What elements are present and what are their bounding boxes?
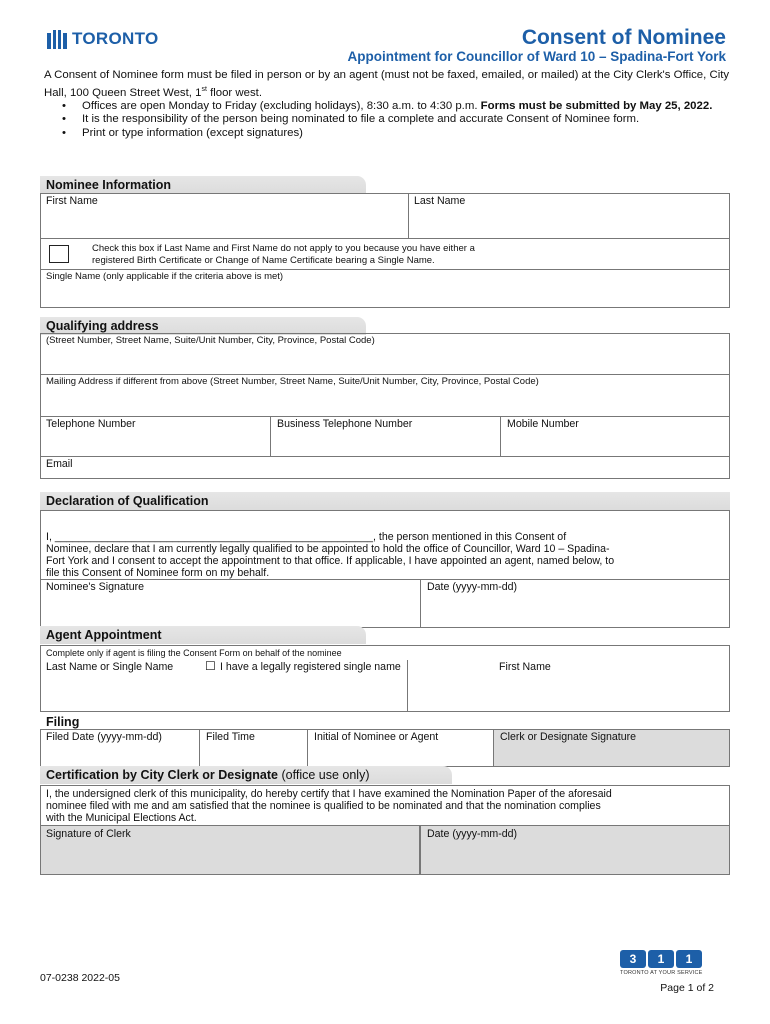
- agent-first-name-field[interactable]: First Name: [499, 661, 551, 673]
- declaration-date-field[interactable]: Date (yyyy-mm-dd): [427, 581, 518, 593]
- 311-digit: 1: [676, 950, 702, 968]
- section-agent-heading: Agent Appointment: [40, 626, 366, 644]
- email-field[interactable]: Email: [46, 458, 73, 470]
- city-hall-icon: [46, 28, 68, 50]
- page-title: Consent of Nominee: [521, 26, 726, 49]
- bullet-office-hours: • Offices are open Monday to Friday (excluding holidays), 8:30 a.m. to 4:30 p.m. Forms must be submitted by May 25, 2022.: [78, 100, 734, 114]
- declaration-line-2: Nominee, declare that I am currently legally qualified to be appointed to hold the office of Councillor, Ward 10 – Spadina-: [46, 543, 610, 555]
- agent-last-name-field[interactable]: Last Name or Single Name: [46, 661, 174, 673]
- section-certification-heading: Certification by City Clerk or Designate (office use only): [40, 766, 452, 784]
- divider: [40, 416, 730, 417]
- 311-digit: 1: [648, 950, 674, 968]
- bullet-responsibility: • It is the responsibility of the person being nominated to file a complete and accurate Consent of Nominee form.: [78, 113, 734, 127]
- divider: [40, 579, 730, 580]
- divider: [500, 416, 501, 456]
- divider: [40, 238, 730, 239]
- 311-logo: [620, 950, 720, 976]
- section-declaration-heading: Declaration of Qualification: [40, 492, 730, 510]
- filed-date-field[interactable]: Filed Date (yyyy-mm-dd): [46, 731, 162, 743]
- declaration-line-3: Fort York and I consent to accept the appointment to that office. If applicable, I have appointed an agent, named below, to: [46, 555, 615, 567]
- page-number: Page 1 of 2: [660, 982, 714, 994]
- divider: [40, 456, 730, 457]
- address-box: [40, 333, 730, 479]
- declaration-line-4: file this Consent of Nominee form on my behalf.: [46, 567, 270, 579]
- bullet-print: • Print or type information (except signatures): [78, 127, 734, 141]
- page-subtitle: Appointment for Councillor of Ward 10 – Spadina-Fort York: [347, 49, 726, 64]
- agent-note: Complete only if agent is filing the Consent Form on behalf of the nominee: [46, 648, 342, 658]
- certification-line-3: with the Municipal Elections Act.: [46, 812, 197, 824]
- intro-block: [44, 69, 734, 140]
- certification-line-1: I, the undersigned clerk of this municipality, do hereby certify that I have examined the Nomination Paper of the aforesaid: [46, 788, 612, 800]
- certification-line-2: nominee filed with me and am satisfied that the nominee is qualified to be nominated and that the nomination complies: [46, 800, 601, 812]
- checkbox-label-1: Check this box if Last Name and First Name do not apply to you because you have either a: [92, 243, 475, 254]
- intro-bullets: [78, 100, 734, 141]
- business-telephone-field[interactable]: Business Telephone Number: [277, 418, 413, 430]
- legal-single-name-label: I have a legally registered single name: [220, 661, 401, 673]
- divider: [40, 269, 730, 270]
- single-name-checkbox[interactable]: [49, 245, 69, 263]
- intro-paragraph: A Consent of Nominee form must be filed in person or by an agent (must not be faxed, emailed, or mailed) at the City Clerk's Office, City Hall, 100 Queen Street West, 1st floor west.: [44, 69, 730, 99]
- telephone-field[interactable]: Telephone Number: [46, 418, 136, 430]
- divider: [307, 729, 308, 767]
- mobile-field[interactable]: Mobile Number: [507, 418, 579, 430]
- 311-digit: 3: [620, 950, 646, 968]
- single-name-field[interactable]: Single Name (only applicable if the criteria above is met): [46, 271, 284, 282]
- first-name-field[interactable]: First Name: [46, 195, 98, 207]
- nominee-signature-field[interactable]: Nominee's Signature: [46, 581, 145, 593]
- section-filing-heading: Filing: [46, 715, 80, 729]
- form-code: 07-0238 2022-05: [40, 972, 120, 984]
- divider: [199, 729, 200, 767]
- clerk-signature-field[interactable]: Clerk or Designate Signature: [500, 731, 637, 743]
- checkbox-label-2: registered Birth Certificate or Change of Name Certificate bearing a Single Name.: [92, 255, 435, 266]
- divider: [40, 374, 730, 375]
- qualifying-address-field[interactable]: (Street Number, Street Name, Suite/Unit Number, City, Province, Postal Code): [46, 335, 375, 346]
- last-name-field[interactable]: Last Name: [414, 195, 466, 207]
- toronto-logo: [46, 28, 158, 50]
- filed-time-field[interactable]: Filed Time: [206, 731, 255, 743]
- section-nominee-heading: Nominee Information: [40, 176, 366, 194]
- divider: [420, 579, 421, 628]
- initial-field[interactable]: Initial of Nominee or Agent: [314, 731, 439, 743]
- legal-single-name-checkbox[interactable]: ☐: [205, 659, 216, 673]
- clerk-signature-label[interactable]: Signature of Clerk: [46, 828, 131, 840]
- divider: [408, 193, 409, 238]
- section-address-heading: Qualifying address: [40, 317, 366, 335]
- divider: [407, 660, 408, 712]
- mailing-address-field[interactable]: Mailing Address if different from above (Street Number, Street Name, Suite/Unit Number, City, Province, Postal Code): [46, 376, 539, 387]
- 311-tagline: TORONTO AT YOUR SERVICE: [620, 970, 703, 976]
- declaration-line-1: I, ______________________________________________________, the person mentioned in this Consent of: [46, 531, 567, 543]
- divider: [270, 416, 271, 456]
- clerk-date-label[interactable]: Date (yyyy-mm-dd): [427, 828, 518, 840]
- logo-text: TORONTO: [72, 29, 159, 48]
